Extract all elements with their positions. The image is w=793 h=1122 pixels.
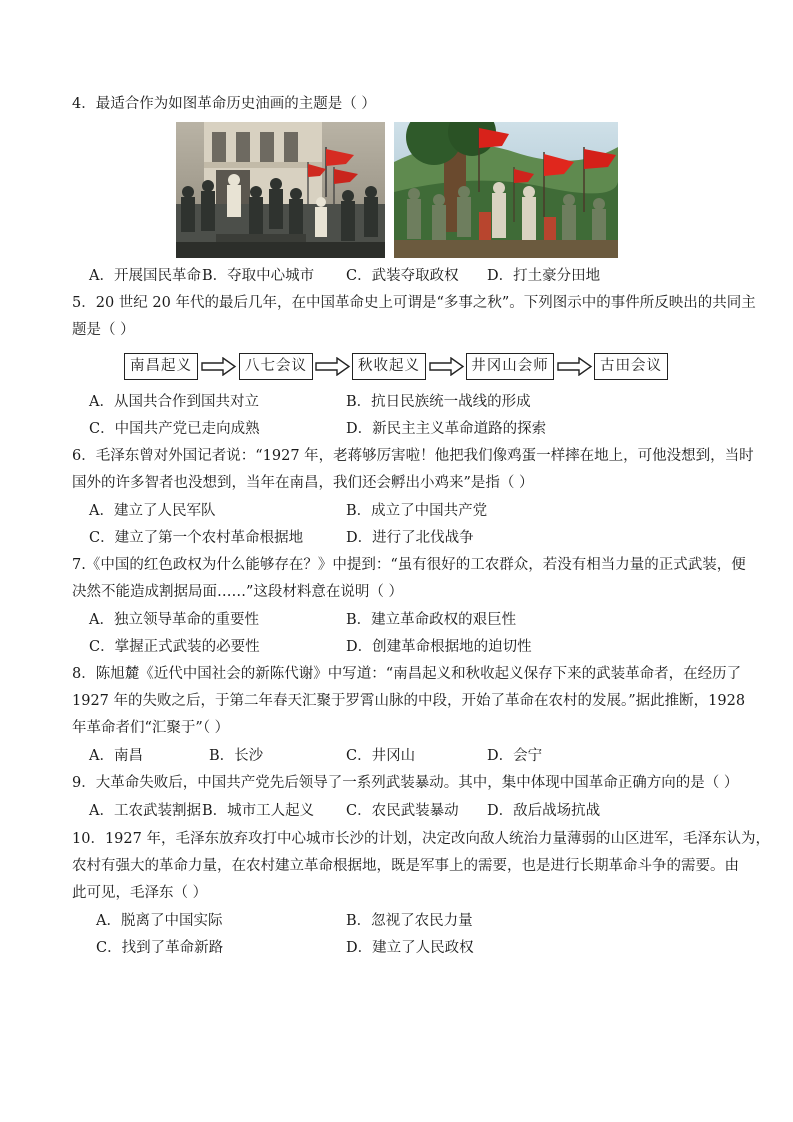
q5-option-a[interactable]: A．从国共合作到国共对立 <box>89 394 259 410</box>
flow-arrow-icon <box>557 357 593 376</box>
q6-option-d[interactable]: D．进行了北伐战争 <box>346 530 474 546</box>
q4-option-d[interactable]: D．打土豪分田地 <box>487 268 601 284</box>
q10-stem-line2: 农村有强大的革命力量，在农村建立革命根据地，既是军事上的需要，也是进行长期革命斗争的需要。由 <box>72 858 739 874</box>
q8-option-d[interactable]: D．会宁 <box>487 748 543 764</box>
flow-box-august-7-meeting: 八七会议 <box>239 353 313 380</box>
flow-box-autumn-harvest-uprising: 秋收起义 <box>352 353 426 380</box>
q8-option-b[interactable]: B．长沙 <box>209 748 264 764</box>
q8-option-c[interactable]: C．井冈山 <box>346 748 416 764</box>
flow-box-jinggangshan-meeting: 井冈山会师 <box>466 353 554 380</box>
painting-right-image <box>394 122 618 258</box>
q8-stem-line2: 1927 年的失败之后，于第二年春天汇聚于罗霄山脉的中段，开始了革命在农村的发展。”据此推断，1928 <box>72 693 746 709</box>
q8-stem-line1: 8．陈旭麓《近代中国社会的新陈代谢》中写道：“南昌起义和秋收起义保存下来的武装革命者，在经历了 <box>72 666 742 682</box>
flow-box-gutian-meeting: 古田会议 <box>594 353 668 380</box>
q7-option-a[interactable]: A．独立领导革命的重要性 <box>89 612 259 628</box>
q6-stem-line2: 国外的许多智者也没想到，当年在南昌，我们还会孵出小鸡来”是指（ ） <box>72 475 534 491</box>
q5-option-c[interactable]: C．中国共产党已走向成熟 <box>89 421 260 437</box>
flow-box-nanchang-uprising: 南昌起义 <box>124 353 198 380</box>
q5-option-b[interactable]: B．抗日民族统一战线的形成 <box>346 394 531 410</box>
q6-option-c[interactable]: C．建立了第一个农村革命根据地 <box>89 530 304 546</box>
flow-arrow-icon <box>315 357 351 376</box>
q6-option-a[interactable]: A．建立了人民军队 <box>89 503 216 519</box>
q9-option-b[interactable]: B．城市工人起义 <box>202 803 315 819</box>
q7-option-b[interactable]: B．建立革命政权的艰巨性 <box>346 612 517 628</box>
q10-option-d[interactable]: D．建立了人民政权 <box>346 940 474 956</box>
q6-stem-line1: 6．毛泽东曾对外国记者说：“1927 年，老蒋够厉害啦！他把我们像鸡蛋一样摔在地上，可他没想到，当时 <box>72 448 754 464</box>
q4-option-c[interactable]: C．武装夺取政权 <box>346 268 459 284</box>
q10-option-c[interactable]: C．找到了革命新路 <box>96 940 224 956</box>
q7-option-d[interactable]: D．创建革命根据地的迫切性 <box>346 639 532 655</box>
q7-stem-line1: 7.《中国的红色政权为什么能够存在？》中提到：“虽有很好的工农群众，若没有相当力量的正式武装，便 <box>72 557 746 573</box>
q10-option-a[interactable]: A．脱离了中国实际 <box>96 913 223 929</box>
q7-option-c[interactable]: C．掌握正式武装的必要性 <box>89 639 260 655</box>
q5-stem-line2: 题是（ ） <box>72 322 135 338</box>
q9-stem: 9．大革命失败后，中国共产党先后领导了一系列武装暴动。其中，集中体现中国革命正确方向的是（ ） <box>72 775 739 791</box>
q6-option-b[interactable]: B．成立了中国共产党 <box>346 503 488 519</box>
q4-option-b[interactable]: B．夺取中心城市 <box>202 268 315 284</box>
painting-left-image <box>176 122 385 258</box>
q9-option-c[interactable]: C．农民武装暴动 <box>346 803 459 819</box>
q10-stem-line1: 10．1927 年，毛泽东放弃攻打中心城市长沙的计划，决定改向敌人统治力量薄弱的山区进军，毛泽东认为， <box>72 831 770 847</box>
q4-stem: 4．最适合作为如图革命历史油画的主题是（ ） <box>72 96 376 112</box>
q5-stem-line1: 5．20 世纪 20 年代的最后几年，在中国革命史上可谓是“多事之秋”。下列图示中的事件所反映出的共同主 <box>72 295 756 311</box>
q10-option-b[interactable]: B．忽视了农民力量 <box>346 913 473 929</box>
q10-stem-line3: 此可见，毛泽东（ ） <box>72 885 208 901</box>
q4-option-a[interactable]: A．开展国民革命 <box>89 268 201 284</box>
q8-stem-line3: 年革命者们“汇聚于”（ ） <box>72 720 230 736</box>
flow-arrow-icon <box>429 357 465 376</box>
q9-option-a[interactable]: A．工农武装割据 <box>89 803 201 819</box>
q5-option-d[interactable]: D．新民主主义革命道路的探索 <box>346 421 547 437</box>
q7-stem-line2: 决然不能造成割据局面……”这段材料意在说明（ ） <box>72 584 404 600</box>
q8-option-a[interactable]: A．南昌 <box>89 748 143 764</box>
q9-option-d[interactable]: D．敌后战场抗战 <box>487 803 601 819</box>
flow-arrow-icon <box>201 357 237 376</box>
